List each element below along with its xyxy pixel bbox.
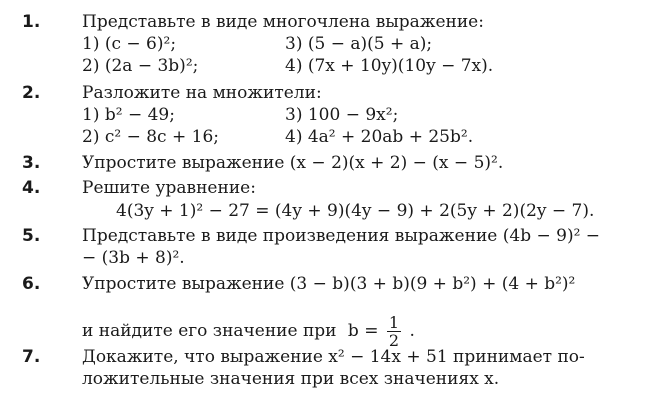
problem-7-continuation: ложительные значения при всех значениях x. <box>82 369 500 389</box>
problem-1-statement: Представьте в виде многочлена выражение: <box>82 12 484 32</box>
problem-2-item-4: 4) 4a² + 20ab + 25b². <box>285 127 474 147</box>
fraction-numerator: 1 <box>388 313 400 332</box>
problem-4-statement: Решите уравнение: <box>82 178 256 198</box>
problem-6-continuation <box>82 314 415 349</box>
problem-1-item-4: 4) (7x + 10y)(10y − 7x). <box>285 56 494 76</box>
problem-6-variable: b = <box>347 321 379 341</box>
problem-4-equation: 4(3y + 1)² − 27 = (4y + 9)(4y − 9) + 2(5y + 2)(2y − 7). <box>116 201 595 221</box>
problem-5-statement: Представьте в виде произведения выражение (4b − 9)² − <box>82 226 601 246</box>
problem-4-number: 4. <box>22 178 41 198</box>
problem-5-number: 5. <box>22 226 41 246</box>
problem-1-number: 1. <box>22 12 41 32</box>
problem-1-item-2: 2) (2a − 3b)²; <box>82 56 199 76</box>
problem-6-period: . <box>409 321 415 341</box>
fraction-denominator: 2 <box>388 331 400 350</box>
problem-2-statement: Разложите на множители: <box>82 83 322 103</box>
problem-3-number: 3. <box>22 153 41 173</box>
problem-3-statement: Упростите выражение (x − 2)(x + 2) − (x − 5)². <box>82 153 504 173</box>
problem-1-item-3: 3) (5 − a)(5 + a); <box>285 34 433 54</box>
problem-6-statement: Упростите выражение (3 − b)(3 + b)(9 + b²) + (4 + b²)² <box>82 274 576 294</box>
one-half-fraction <box>387 314 401 349</box>
problem-1-item-1: 1) (c − 6)²; <box>82 34 177 54</box>
problem-2-item-2: 2) c² − 8c + 16; <box>82 127 219 147</box>
problem-7-number: 7. <box>22 347 41 367</box>
problem-6-continuation-text: и найдите его значение при <box>82 321 337 341</box>
problem-7-statement: Докажите, что выражение x² − 14x + 51 принимает по- <box>82 347 585 367</box>
problem-2-item-3: 3) 100 − 9x²; <box>285 105 399 125</box>
problem-6-number: 6. <box>22 274 41 294</box>
problem-5-continuation: − (3b + 8)². <box>82 248 185 268</box>
problem-2-number: 2. <box>22 83 41 103</box>
problem-2-item-1: 1) b² − 49; <box>82 105 175 125</box>
